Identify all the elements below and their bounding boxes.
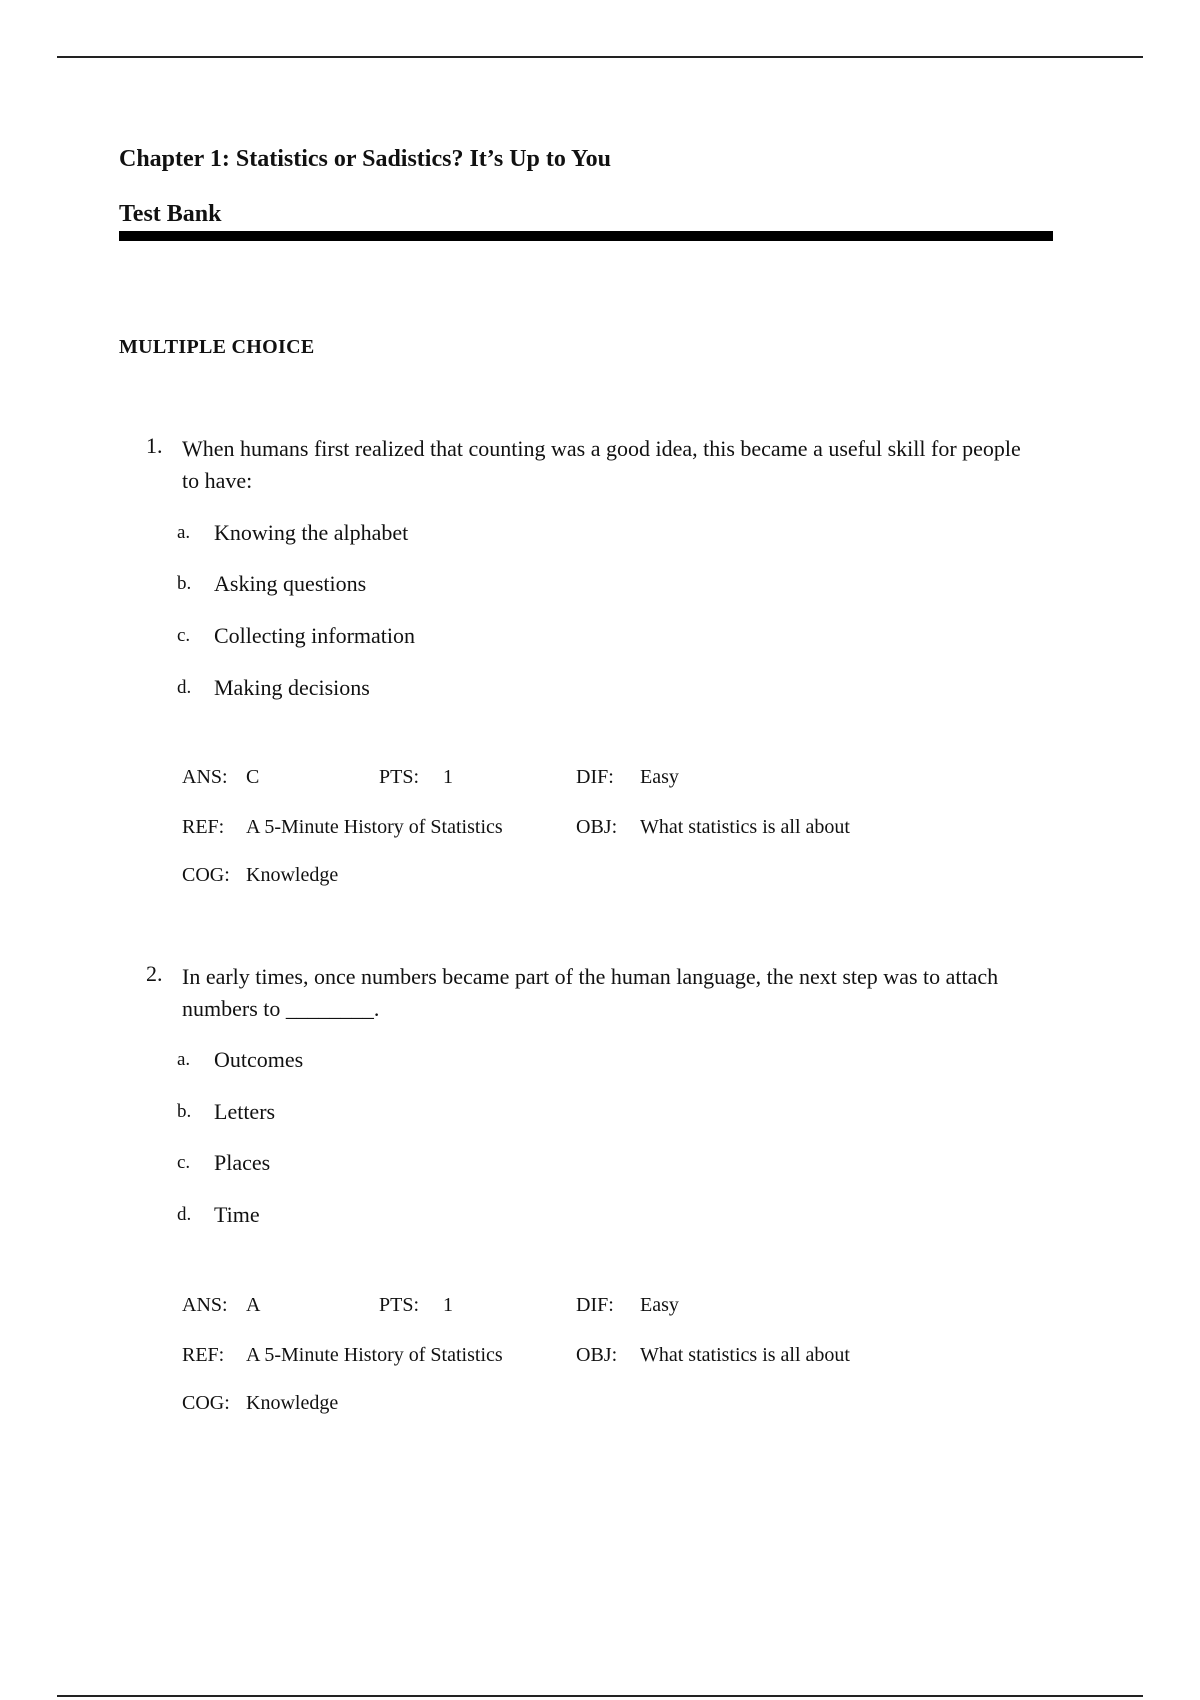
option-text: Asking questions [214,571,367,596]
pts-label: PTS: [379,1294,420,1316]
option-letter: c. [177,625,191,646]
cog-label: COG: [182,864,230,886]
option-text: Outcomes [214,1047,304,1072]
obj-label: OBJ: [576,1344,618,1366]
option-text: Making decisions [214,675,370,700]
dif-label: DIF: [576,766,614,788]
pts-value: 1 [443,1294,453,1316]
top-rule [57,56,1143,58]
cog-value: Knowledge [246,1392,339,1414]
option-c [0,1150,1200,1180]
bottom-rule [57,1695,1143,1697]
option-a [0,520,1200,550]
option-text: Collecting information [214,623,416,648]
section-heading: MULTIPLE CHOICE [119,336,315,358]
test-bank-subtitle: Test Bank [119,201,222,227]
cog-label: COG: [182,1392,230,1414]
option-b [0,1099,1200,1129]
dif-label: DIF: [576,1294,614,1316]
ans-label: ANS: [182,1294,228,1316]
question-number: 2. [146,961,163,986]
ans-value: C [246,766,260,788]
option-b [0,571,1200,601]
dif-value: Easy [640,1294,679,1316]
option-letter: a. [177,1049,191,1070]
option-letter: b. [177,573,192,594]
option-text: Knowing the alphabet [214,520,409,545]
cog-value: Knowledge [246,864,339,886]
heading-divider [119,231,1053,241]
pts-value: 1 [443,766,453,788]
option-c [0,623,1200,653]
option-letter: a. [177,522,191,543]
obj-value: What statistics is all about [640,816,850,838]
option-text: Places [214,1150,271,1175]
ref-value: A 5-Minute History of Statistics [246,1344,503,1366]
option-text: Letters [214,1099,276,1124]
question-text: In early times, once numbers became part of the human language, the next step was to attach numbers to ________. [182,964,999,1021]
question-text: When humans first realized that counting was a good idea, this became a useful skill for people to have: [182,436,1021,493]
ref-label: REF: [182,816,225,838]
option-letter: d. [177,1204,192,1225]
ans-label: ANS: [182,766,228,788]
ref-label: REF: [182,1344,225,1366]
option-letter: d. [177,677,192,698]
option-d [0,1202,1200,1232]
obj-label: OBJ: [576,816,618,838]
question-number: 1. [146,433,163,458]
option-d [0,675,1200,705]
pts-label: PTS: [379,766,420,788]
chapter-title: Chapter 1: Statistics or Sadistics? It’s Up to You [119,146,612,172]
option-a [0,1047,1200,1077]
obj-value: What statistics is all about [640,1344,850,1366]
option-text: Time [214,1202,260,1227]
option-letter: c. [177,1152,191,1173]
ref-value: A 5-Minute History of Statistics [246,816,503,838]
option-letter: b. [177,1101,192,1122]
dif-value: Easy [640,766,679,788]
ans-value: A [246,1294,261,1316]
